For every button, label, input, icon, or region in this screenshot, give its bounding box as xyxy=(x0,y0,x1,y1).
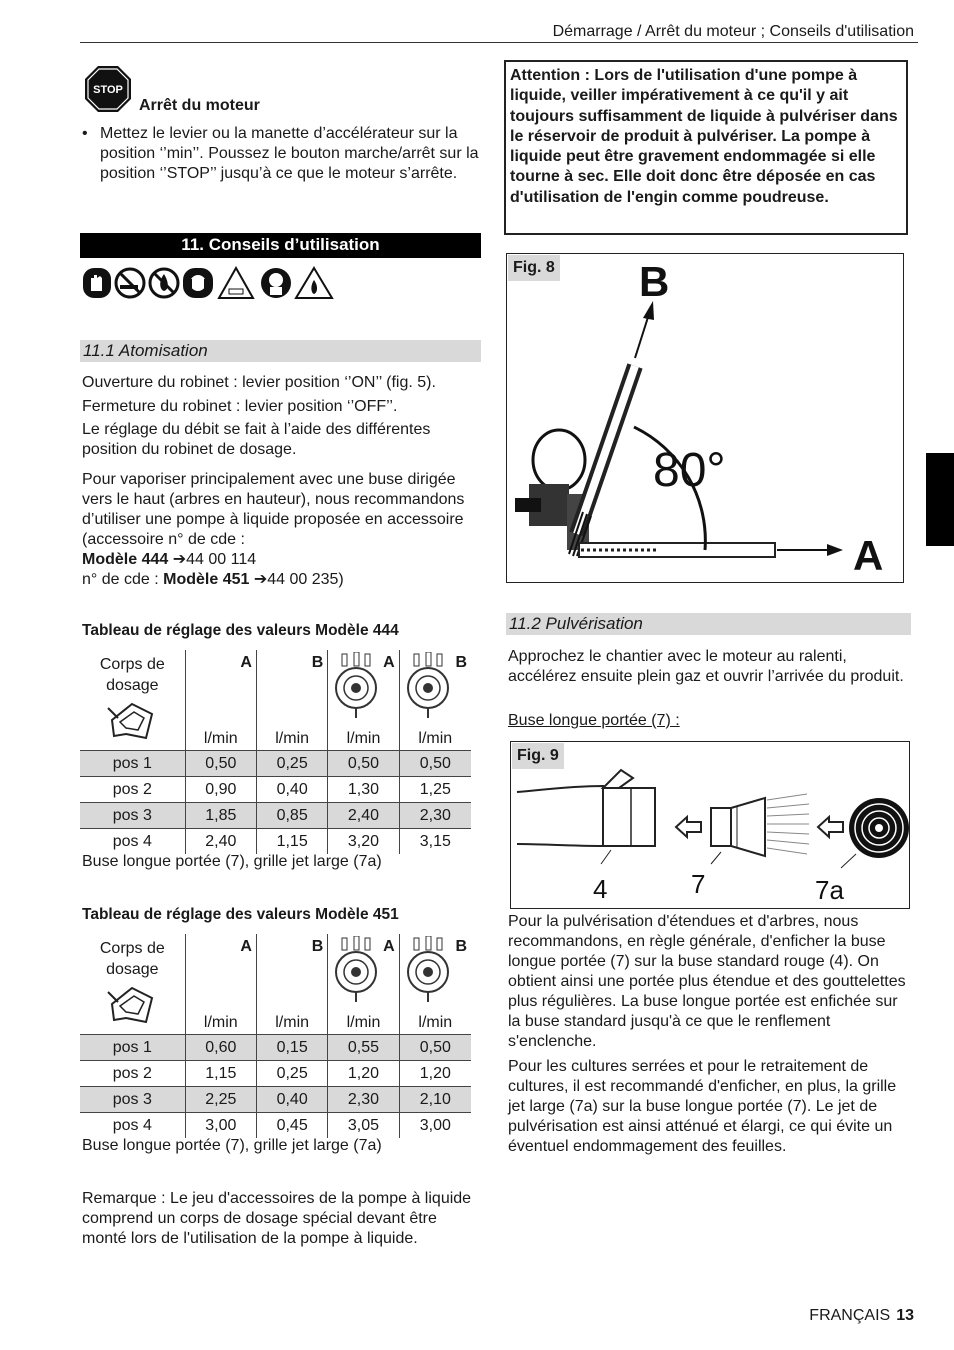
row-value: 3,00 xyxy=(185,1113,256,1139)
page-footer xyxy=(809,1307,914,1325)
table-444 xyxy=(80,650,471,854)
stop-title: Arrêt du moteur xyxy=(139,97,260,114)
section-title: 11. Conseils d’utilisation xyxy=(80,233,481,258)
row-value: 0,25 xyxy=(256,751,327,777)
dosing-body-icon xyxy=(106,700,158,742)
figure-9 xyxy=(510,741,910,909)
para-pompe-text: Pour vaporiser principalement avec une buse dirigée vers le haut (arbres en hauteur), nous recommandons d’utiliser une pompe à liquide proposée en accessoire (accessoire n° de cde : xyxy=(82,471,465,548)
figure-8 xyxy=(506,253,904,583)
order-prefix: n° de cde : xyxy=(82,571,159,588)
row-value: 1,25 xyxy=(399,777,471,803)
row-pos: pos 4 xyxy=(80,1113,185,1139)
para-approche: Approchez le chantier avec le moteur au ralenti, accélérez ensuite plein gaz et ouvrir l’arrivée du produit. xyxy=(508,648,904,685)
face-protection-icon xyxy=(261,268,291,298)
row-value: 1,30 xyxy=(328,777,399,803)
pump-head-icon xyxy=(332,936,380,1004)
table-451-title: Tableau de réglage des valeurs Modèle 451 xyxy=(82,906,399,923)
model-444-number: 44 00 114 xyxy=(186,551,257,568)
pump-head-icon xyxy=(332,652,380,720)
subsection-11-2-title: 11.2 Pulvérisation xyxy=(506,613,911,635)
table-row xyxy=(80,1035,471,1061)
header-col-4: B l/min xyxy=(399,650,471,751)
long-range-nozzle-7 xyxy=(711,798,765,856)
bullet-dot: • xyxy=(82,125,88,142)
table-451-note: Buse longue portée (7), grille jet large (7a) xyxy=(82,1137,382,1154)
row-pos: pos 3 xyxy=(80,1087,185,1113)
section-tab-marker xyxy=(926,453,954,546)
subsection-11-1-title: 11.1 Atomisation xyxy=(80,340,481,362)
table-row xyxy=(80,777,471,803)
fig-8-letter-b: B xyxy=(639,258,670,305)
para-pulverisation-etendues: Pour la pulvérisation d'étendues et d'arbres, nous recommandons, en règle générale, d'enficher la buse longue portée (7) sur la buse standard rouge (4). On obtient ainsi une portée plus étendue et des gouttelettes plus régulières. La buse longue portée est enfichée sur la buse standard jusqu'à ce que le renflement s'enclenche. xyxy=(508,913,906,1050)
pump-head-icon xyxy=(404,936,452,1004)
table-row xyxy=(80,803,471,829)
ear-protection-icon xyxy=(183,268,213,298)
spray-lines xyxy=(767,794,809,854)
stop-bullet xyxy=(82,124,480,184)
row-value: 0,45 xyxy=(256,1113,327,1139)
warning-triangle-icon xyxy=(219,268,253,298)
no-flame-icon xyxy=(150,269,178,297)
table-header-row xyxy=(80,934,471,1035)
row-value: 0,90 xyxy=(185,777,256,803)
table-451 xyxy=(80,934,471,1138)
table-row xyxy=(80,829,471,855)
row-pos: pos 1 xyxy=(80,751,185,777)
stop-bullet-text: Mettez le levier ou la manette d’accélérateur sur la position ‘’min’’. Poussez le bouton marche/arrêt sur la position ‘’STOP’’ jusqu’à ce que le moteur s’arrête. xyxy=(100,125,479,182)
fig-9-label-7: 7 xyxy=(691,869,706,899)
row-value: 1,15 xyxy=(256,829,327,855)
attention-box xyxy=(504,60,908,235)
table-444-title: Tableau de réglage des valeurs Modèle 444 xyxy=(82,622,399,639)
header-col-2: B l/min xyxy=(256,650,327,751)
no-smoking-icon xyxy=(116,269,144,297)
fig-9-label: Fig. 9 xyxy=(512,743,564,769)
wide-jet-grid-7a xyxy=(849,798,909,858)
row-pos: pos 2 xyxy=(80,1061,185,1087)
row-value: 2,25 xyxy=(185,1087,256,1113)
table-row xyxy=(80,751,471,777)
fig-8-illustration xyxy=(507,254,903,582)
header-col-3: A l/min xyxy=(328,934,399,1035)
row-value: 0,50 xyxy=(185,751,256,777)
page-header xyxy=(80,22,918,43)
fig-8-label: Fig. 8 xyxy=(508,255,560,281)
row-value: 2,40 xyxy=(328,803,399,829)
table-row xyxy=(80,1113,471,1139)
header-title: Démarrage / Arrêt du moteur ; Conseils d'utilisation xyxy=(552,23,914,40)
row-value: 0,85 xyxy=(256,803,327,829)
attention-text: Attention : Lors de l'utilisation d'une pompe à liquide, veiller impérativement à ce qu'il y ait toujours suffisamment de liquide à pulvériser dans le réservoir de produit à pulvériser. La pompe à liquide peut être gravement endommagée si elle tourne à sec. Elle doit donc être déposée en cas d'utilisation de l'engin comme poudreuse. xyxy=(510,67,898,206)
row-pos: pos 1 xyxy=(80,1035,185,1061)
table-row xyxy=(80,1087,471,1113)
row-value: 2,40 xyxy=(185,829,256,855)
row-value: 0,55 xyxy=(328,1035,399,1061)
fig-9-label-4: 4 xyxy=(593,874,608,904)
dosing-body-icon xyxy=(106,984,158,1026)
fig-9-illustration xyxy=(511,742,909,908)
row-value: 2,30 xyxy=(399,803,471,829)
stop-sign-icon xyxy=(84,65,132,113)
header-corps-de-dosage: Corps de dosage xyxy=(80,934,185,1035)
page-number: 13 xyxy=(896,1307,914,1324)
pump-head-icon xyxy=(404,652,452,720)
stop-sign-text: STOP xyxy=(93,84,123,96)
footer-language: FRANÇAIS xyxy=(809,1307,891,1324)
fig-9-label-7a: 7a xyxy=(815,875,844,905)
standard-nozzle-4 xyxy=(517,770,655,846)
row-pos: pos 4 xyxy=(80,829,185,855)
arrow-right-icon: ➔ xyxy=(253,571,268,588)
row-value: 0,60 xyxy=(185,1035,256,1061)
row-value: 0,40 xyxy=(256,1087,327,1113)
para-robinet-ouverture: Ouverture du robinet : levier position ‘’ON’’ (fig. 5). xyxy=(82,374,436,391)
para-pompe-liquide xyxy=(82,470,482,590)
row-value: 0,50 xyxy=(399,1035,471,1061)
row-value: 3,05 xyxy=(328,1113,399,1139)
row-value: 3,20 xyxy=(328,829,399,855)
row-value: 3,15 xyxy=(419,832,451,850)
header-col-4: B l/min xyxy=(399,934,471,1035)
para-buse-longue: Buse longue portée (7) : xyxy=(508,712,680,729)
header-col-1: A l/min xyxy=(185,650,256,751)
table-header-row xyxy=(80,650,471,751)
arrow-right-icon: ➔ xyxy=(172,551,187,568)
row-value: 0,15 xyxy=(256,1035,327,1061)
model-451-number: 44 00 235) xyxy=(267,571,344,588)
row-value: 0,40 xyxy=(256,777,327,803)
fig-8-angle: 80° xyxy=(653,444,726,497)
header-corps-de-dosage: Corps de dosage xyxy=(80,650,185,751)
row-pos: pos 2 xyxy=(80,777,185,803)
gloves-icon xyxy=(83,268,111,298)
safety-pictograms xyxy=(82,266,338,300)
row-value: 1,20 xyxy=(399,1061,471,1087)
row-value: 0,50 xyxy=(328,751,399,777)
para-robinet-fermeture: Fermeture du robinet : levier position ‘’OFF’’. xyxy=(82,398,398,415)
row-value: 1,15 xyxy=(185,1061,256,1087)
table-444-note: Buse longue portée (7), grille jet large (7a) xyxy=(82,853,382,870)
header-col-3: A l/min xyxy=(328,650,399,751)
header-col-2: B l/min xyxy=(256,934,327,1035)
para-cultures-serrees: Pour les cultures serrées et pour le retraitement de cultures, il est recommandé d'enficher, en plus, la grille jet large (7a) sur la buse longue portée (7). Le jet de pulvérisation est ainsi atténué et élargi, ce qui évite un éventuel endommagement des feuilles. xyxy=(508,1058,897,1155)
header-col-1: A l/min xyxy=(185,934,256,1035)
row-value: 2,30 xyxy=(328,1087,399,1113)
row-pos: pos 3 xyxy=(80,803,185,829)
row-value: 1,20 xyxy=(328,1061,399,1087)
table-row xyxy=(80,1061,471,1087)
fig-8-letter-a: A xyxy=(853,532,884,579)
model-451-label: Modèle 451 xyxy=(163,571,250,588)
row-value: 3,00 xyxy=(419,1116,451,1134)
para-reglage-debit: Le réglage du débit se fait à l’aide des différentes position du robinet de dosage. xyxy=(82,421,431,458)
row-value: 2,10 xyxy=(399,1087,471,1113)
row-value: 0,25 xyxy=(256,1061,327,1087)
row-value: 0,50 xyxy=(399,751,471,777)
remark: Remarque : Le jeu d'accessoires de la pompe à liquide comprend un corps de dosage spécial devant être monté lors de l'utilisation de la pompe à liquide. xyxy=(82,1190,472,1247)
row-value: 1,85 xyxy=(185,803,256,829)
flammable-warning-icon xyxy=(296,268,332,298)
model-444-label: Modèle 444 xyxy=(82,551,169,568)
